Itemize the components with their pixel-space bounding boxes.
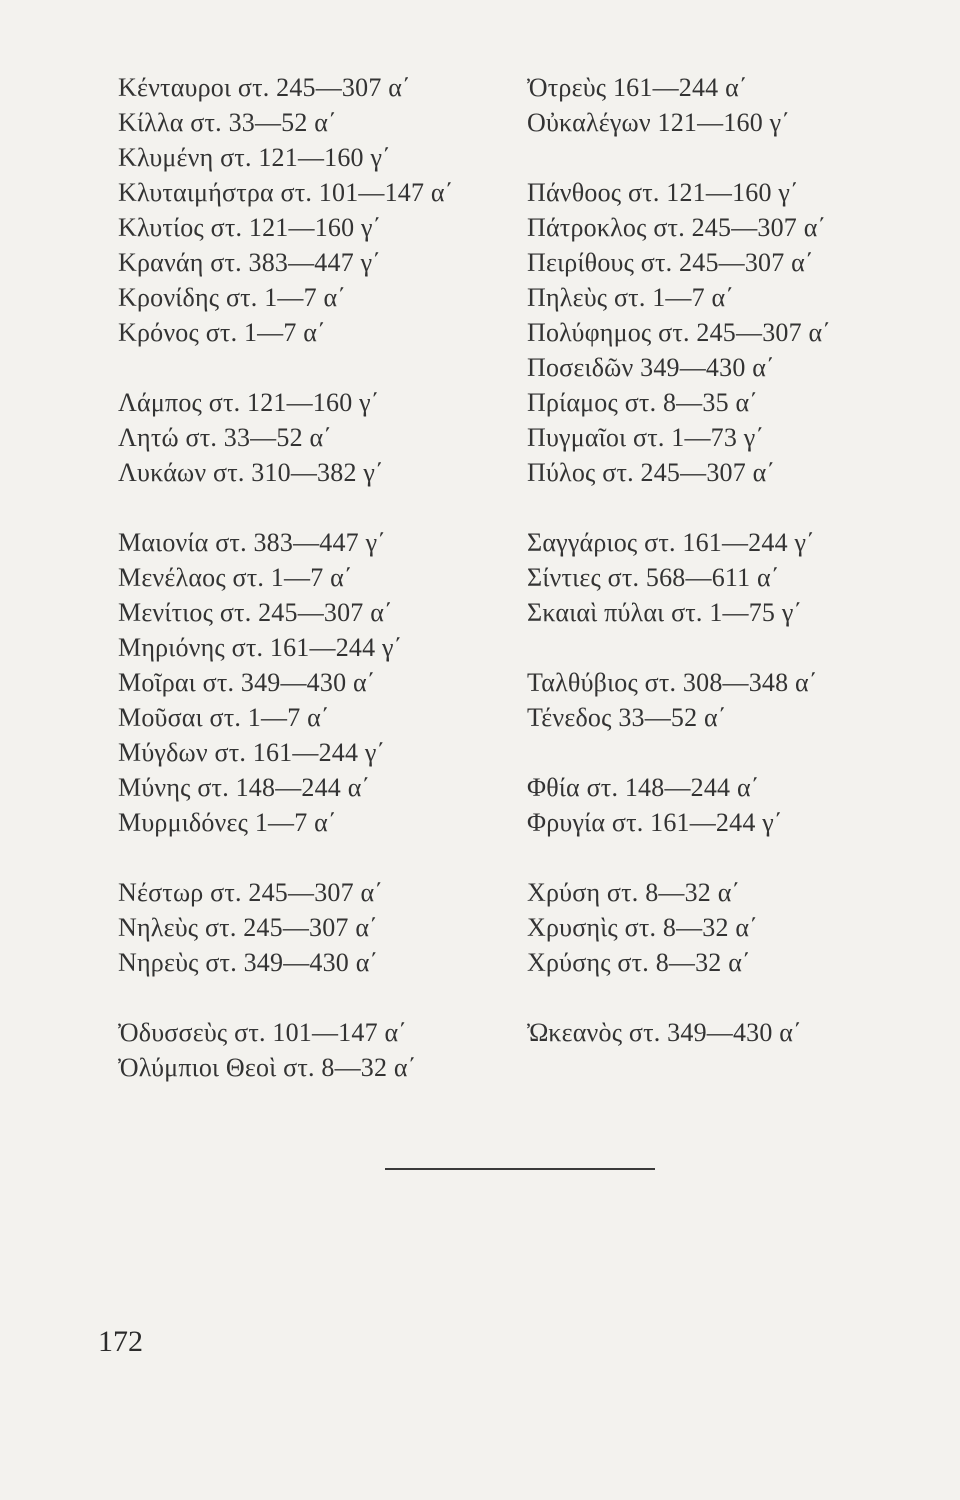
index-entry: Φρυγία στ. 161—244 γ΄ — [527, 808, 783, 837]
index-column-right — [527, 70, 927, 1085]
index-entry: Λυκάων στ. 310—382 γ΄ — [118, 458, 384, 487]
index-entry: Μύνης στ. 148—244 α΄ — [118, 773, 371, 802]
index-entry: Νηλεὺς στ. 245—307 α΄ — [118, 913, 379, 942]
index-entry: Πειρίθους στ. 245—307 α΄ — [527, 248, 814, 277]
index-entry: Ὀτρεὺς 161—244 α΄ — [527, 73, 748, 102]
index-entry: Πυγμαῖοι στ. 1—73 γ΄ — [527, 423, 765, 452]
index-column-left — [118, 70, 508, 1120]
index-entry: Σαγγάριος στ. 161—244 γ΄ — [527, 528, 816, 557]
index-entry: Μύγδων στ. 161—244 γ΄ — [118, 738, 386, 767]
index-entry: Πάτροκλος στ. 245—307 α΄ — [527, 213, 827, 242]
index-entry: Μηριόνης στ. 161—244 γ΄ — [118, 633, 403, 662]
index-entry: Νέστωρ στ. 245—307 α΄ — [118, 878, 384, 907]
index-entry: Ὀδυσσεὺς στ. 101—147 α΄ — [118, 1018, 408, 1047]
index-entry: Κρανάη στ. 383—447 γ΄ — [118, 248, 382, 277]
index-entry: Μαιονία στ. 383—447 γ΄ — [118, 528, 387, 557]
index-group-tau — [527, 665, 927, 735]
index-entry: Ὀλύμπιοι Θεοὶ στ. 8—32 α΄ — [118, 1053, 417, 1082]
index-group-omega — [527, 1015, 927, 1050]
index-entry: Φθία στ. 148—244 α΄ — [527, 773, 760, 802]
index-entry: Χρύσης στ. 8—32 α΄ — [527, 948, 751, 977]
index-entry: Μενίτιος στ. 245—307 α΄ — [118, 598, 393, 627]
index-entry: Σκαιαὶ πύλαι στ. 1—75 γ΄ — [527, 598, 803, 627]
index-entry: Μοῖραι στ. 349—430 α΄ — [118, 668, 376, 697]
index-entry: Μυρμιδόνες 1—7 α΄ — [118, 808, 337, 837]
index-group-omicron-cont — [527, 70, 927, 140]
index-entry: Κλυτίος στ. 121—160 γ΄ — [118, 213, 382, 242]
index-entry: Κίλλα στ. 33—52 α΄ — [118, 108, 337, 137]
index-entry: Κλυμένη στ. 121—160 γ΄ — [118, 143, 392, 172]
index-entry: Λητώ στ. 33—52 α΄ — [118, 423, 333, 452]
index-group-kappa — [118, 70, 508, 350]
index-entry: Λάμπος στ. 121—160 γ΄ — [118, 388, 380, 417]
index-entry: Κλυταιμήστρα στ. 101—147 α΄ — [118, 178, 454, 207]
index-group-phi — [527, 770, 927, 840]
index-entry: Πύλος στ. 245—307 α΄ — [527, 458, 776, 487]
index-entry: Ποσειδῶν 349—430 α΄ — [527, 353, 775, 382]
index-entry: Πολύφημος στ. 245—307 α΄ — [527, 318, 832, 347]
index-entry: Ταλθύβιος στ. 308—348 α΄ — [527, 668, 818, 697]
index-group-mu — [118, 525, 508, 840]
index-entry: Μοῦσαι στ. 1—7 α΄ — [118, 703, 330, 732]
index-group-omicron — [118, 1015, 508, 1085]
index-group-nu — [118, 875, 508, 980]
page-number: 172 — [98, 1325, 143, 1358]
index-entry: Κρόνος στ. 1—7 α΄ — [118, 318, 326, 347]
index-group-sigma — [527, 525, 927, 630]
index-group-lambda — [118, 385, 508, 490]
index-entry: Κένταυροι στ. 245—307 α΄ — [118, 73, 411, 102]
index-entry: Μενέλαος στ. 1—7 α΄ — [118, 563, 353, 592]
section-divider — [385, 1168, 655, 1170]
index-group-chi — [527, 875, 927, 980]
index-entry: Ὠκεανὸς στ. 349—430 α΄ — [527, 1018, 802, 1047]
index-entry: Οὐκαλέγων 121—160 γ΄ — [527, 108, 791, 137]
index-entry: Κρονίδης στ. 1—7 α΄ — [118, 283, 347, 312]
index-entry: Τένεδος 33—52 α΄ — [527, 703, 727, 732]
index-entry: Πρίαμος στ. 8—35 α΄ — [527, 388, 759, 417]
index-entry: Σίντιες στ. 568—611 α΄ — [527, 563, 780, 592]
index-entry: Χρύση στ. 8—32 α΄ — [527, 878, 741, 907]
index-entry: Χρυσηὶς στ. 8—32 α΄ — [527, 913, 759, 942]
index-entry: Νηρεὺς στ. 349—430 α΄ — [118, 948, 379, 977]
index-entry: Πηλεὺς στ. 1—7 α΄ — [527, 283, 735, 312]
index-entry: Πάνθοος στ. 121—160 γ΄ — [527, 178, 799, 207]
index-group-pi — [527, 175, 927, 490]
